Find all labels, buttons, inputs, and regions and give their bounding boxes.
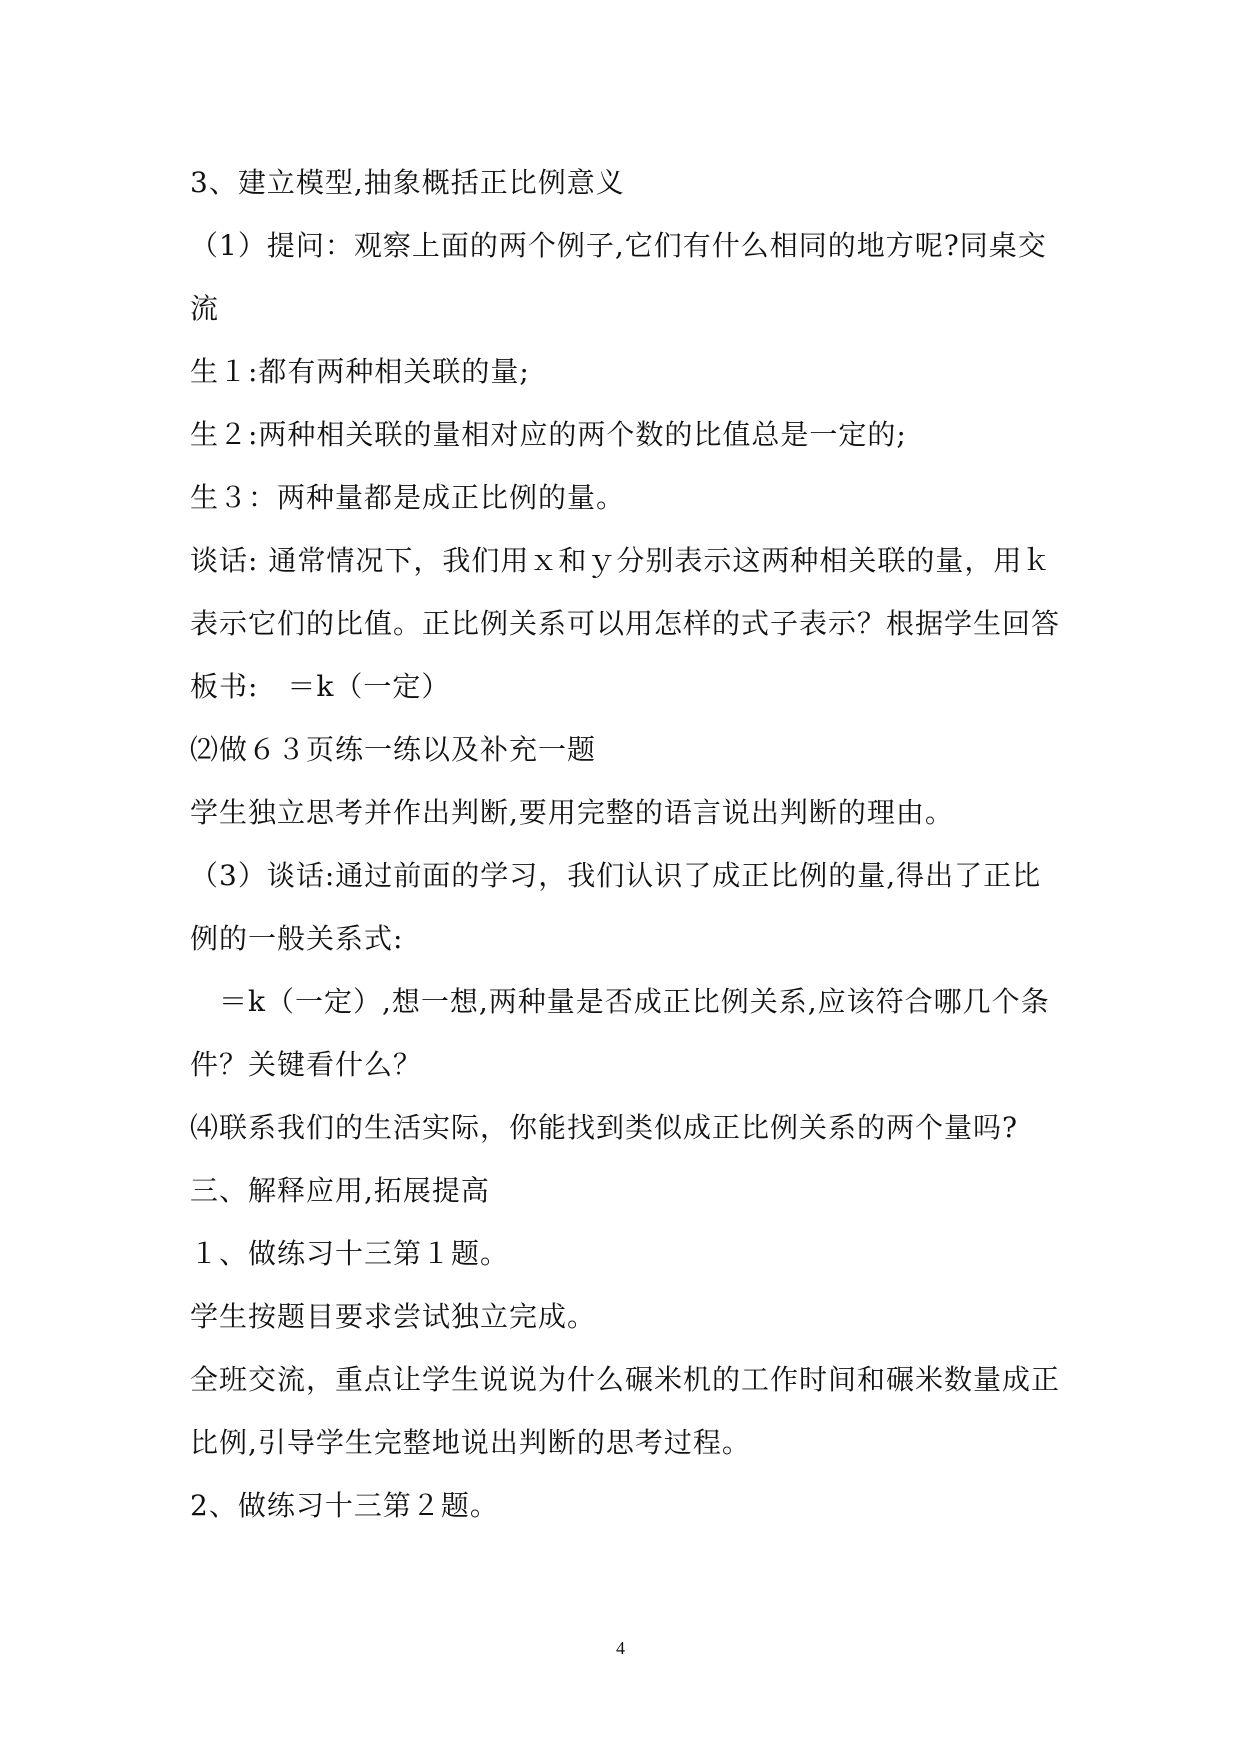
student-judgement-paragraph: 学生独立思考并作出判断,要用完整的语言说出判断的理由。 bbox=[190, 796, 954, 829]
exercise-13-question-1: １、做练习十三第１题。 bbox=[190, 1237, 510, 1270]
student-answer-3: 生３：两种量都是成正比例的量。 bbox=[190, 481, 626, 514]
condition-question-line-2: 件？关键看什么？ bbox=[190, 1048, 423, 1081]
exercise-13-question-2: 2、做练习十三第２题。 bbox=[190, 1489, 499, 1522]
exercise-page-63: ⑵做６３页练一练以及补充一题 bbox=[190, 733, 597, 766]
question-paragraph-line-1: （1）提问：观察上面的两个例子,它们有什么相同的地方呢?同桌交 bbox=[190, 229, 1047, 262]
talk-3-line-1: （3）谈话:通过前面的学习，我们认识了成正比例的量,得出了正比 bbox=[190, 859, 1042, 892]
class-discussion-line-2: 比例,引导学生完整地说出判断的思考过程。 bbox=[190, 1426, 751, 1459]
section-heading-build-model: 3、建立模型,抽象概括正比例意义 bbox=[190, 166, 625, 199]
condition-question-line-1: ＝k（一定）,想一想,两种量是否成正比例关系,应该符合哪几个条 bbox=[190, 985, 1050, 1018]
blackboard-formula: 板书: ＝k（一定） bbox=[190, 670, 451, 703]
section-heading-application: 三、解释应用,拓展提高 bbox=[190, 1174, 490, 1207]
talk-paragraph-line-1: 谈话: 通常情况下，我们用ｘ和ｙ分别表示这两种相关联的量，用ｋ bbox=[190, 544, 1052, 577]
page-number: 4 bbox=[616, 1638, 625, 1658]
talk-paragraph-line-2: 表示它们的比值。正比例关系可以用怎样的式子表示？根据学生回答 bbox=[190, 607, 1061, 640]
question-paragraph-line-2: 流 bbox=[190, 292, 220, 325]
real-life-question: ⑷联系我们的生活实际，你能找到类似成正比例关系的两个量吗? bbox=[190, 1111, 1019, 1144]
talk-3-line-2: 例的一般关系式: bbox=[190, 922, 404, 955]
student-answer-1: 生１:都有两种相关联的量; bbox=[190, 355, 530, 388]
class-discussion-line-1: 全班交流，重点让学生说说为什么碾米机的工作时间和碾米数量成正 bbox=[190, 1363, 1061, 1396]
student-attempt-paragraph: 学生按题目要求尝试独立完成。 bbox=[190, 1300, 597, 1333]
student-answer-2: 生２:两种相关联的量相对应的两个数的比值总是一定的; bbox=[190, 418, 907, 451]
